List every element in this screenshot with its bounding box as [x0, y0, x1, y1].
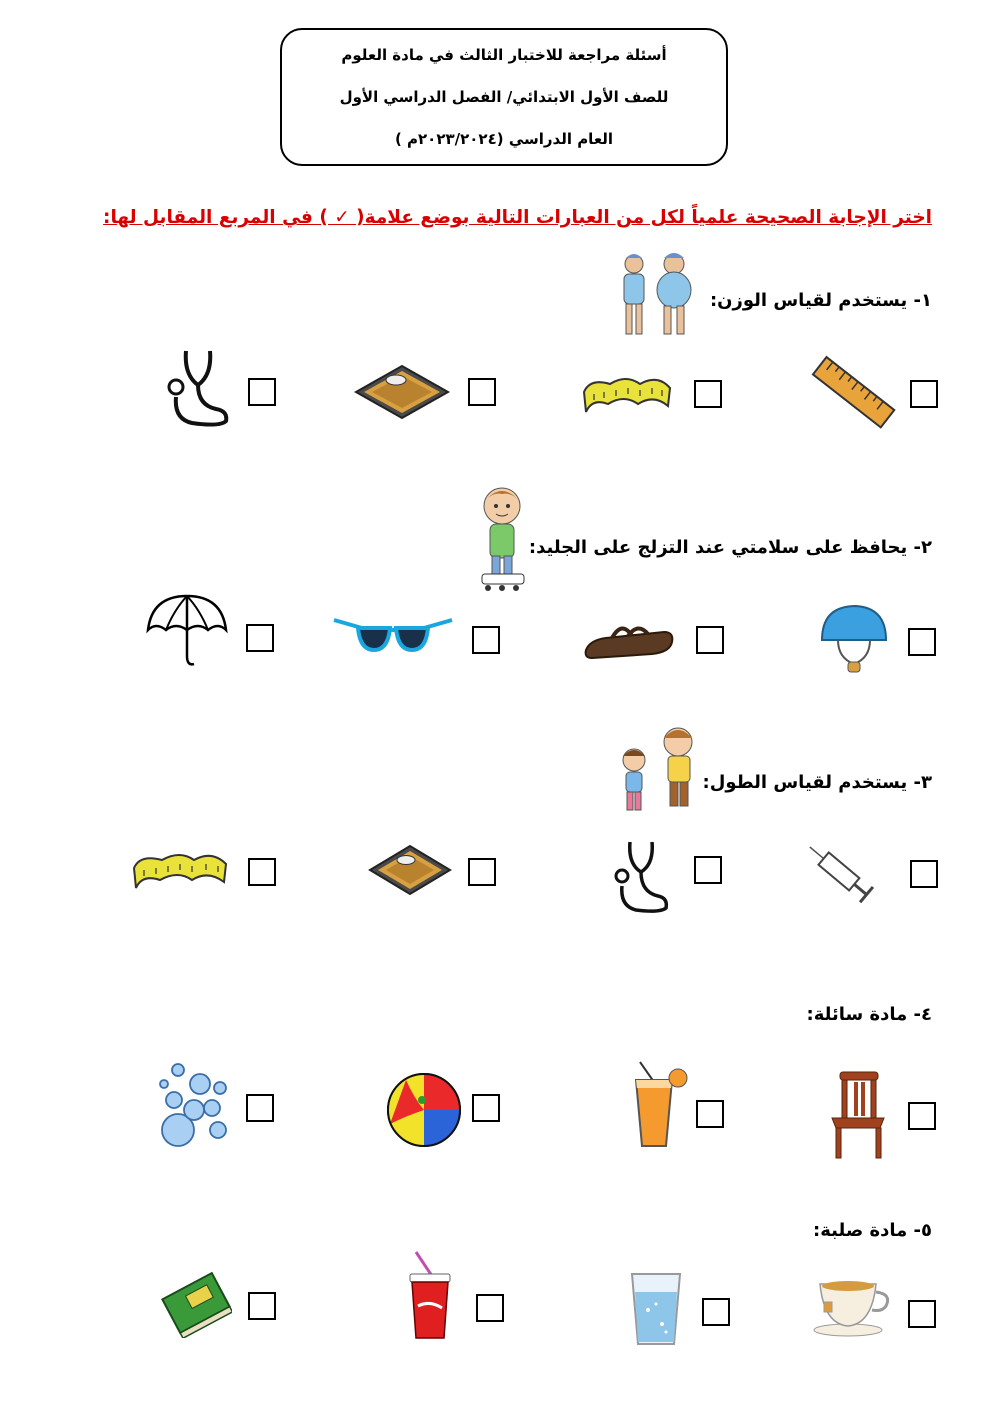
header-title: أسئلة مراجعة للاختبار الثالث في مادة العلوم [341, 46, 667, 64]
header-year: العام الدراسي (٢٠٢٣/٢٠٢٤م ) [394, 130, 614, 148]
helmet-icon [818, 600, 890, 680]
question-4-text: ٤- مادة سائلة: [806, 1004, 932, 1025]
q4-option-2-checkbox[interactable] [696, 1100, 724, 1128]
juice-glass-icon [626, 1060, 690, 1152]
question-2-text: ٢- يحافظ على سلامتي عند التزلج على الجليد: [528, 537, 932, 558]
q1-option-1-checkbox[interactable] [910, 380, 938, 408]
water-glass-icon [628, 1270, 684, 1348]
soda-cup-icon [402, 1250, 458, 1342]
header-box [280, 28, 728, 166]
stethoscope-icon [610, 836, 672, 914]
weighing-scale-icon [366, 842, 454, 898]
ruler-icon [808, 354, 898, 432]
q2-option-1-checkbox[interactable] [908, 628, 936, 656]
q3-option-2-checkbox[interactable] [694, 856, 722, 884]
book-icon [160, 1268, 232, 1338]
q1-option-3-checkbox[interactable] [468, 378, 496, 406]
sunglasses-icon [332, 614, 454, 658]
weighing-scale-icon [350, 362, 454, 422]
q1-option-2-checkbox[interactable] [694, 380, 722, 408]
q4-option-4-checkbox[interactable] [246, 1094, 274, 1122]
q5-option-1-checkbox[interactable] [908, 1300, 936, 1328]
chair-icon [826, 1068, 892, 1160]
sandals-icon [582, 616, 676, 664]
two-kids-height-icon [612, 724, 702, 818]
q3-option-3-checkbox[interactable] [468, 858, 496, 886]
instruction-text: اختر الإجابة الصحيحة علمياً لكل من العبارات التالية بوضع علامة( ✓ ) في المربع المقابل لها: [103, 207, 932, 228]
question-5-text: ٥- مادة صلبة: [813, 1220, 932, 1241]
two-boys-weight-icon [612, 250, 698, 342]
tea-cup-icon [810, 1272, 894, 1338]
q2-option-4-checkbox[interactable] [246, 624, 274, 652]
measuring-tape-icon [130, 846, 230, 896]
syringe-icon [800, 834, 884, 914]
q5-option-4-checkbox[interactable] [248, 1292, 276, 1320]
measuring-tape-icon [580, 370, 674, 420]
q2-option-2-checkbox[interactable] [696, 626, 724, 654]
q2-option-3-checkbox[interactable] [472, 626, 500, 654]
boy-skating-icon [472, 484, 532, 594]
beach-ball-icon [384, 1070, 464, 1150]
question-3-text: ٣- يستخدم لقياس الطول: [702, 772, 932, 793]
q3-option-4-checkbox[interactable] [248, 858, 276, 886]
bubbles-icon [154, 1056, 234, 1148]
q5-option-3-checkbox[interactable] [476, 1294, 504, 1322]
q4-option-1-checkbox[interactable] [908, 1102, 936, 1130]
q4-option-3-checkbox[interactable] [472, 1094, 500, 1122]
stethoscope-icon [162, 345, 232, 427]
umbrella-icon [144, 590, 230, 670]
q3-option-1-checkbox[interactable] [910, 860, 938, 888]
q5-option-2-checkbox[interactable] [702, 1298, 730, 1326]
header-grade: للصف الأول الابتدائي/ الفصل الدراسي الأول [339, 88, 669, 106]
q1-option-4-checkbox[interactable] [248, 378, 276, 406]
question-1-text: ١- يستخدم لقياس الوزن: [709, 290, 932, 311]
